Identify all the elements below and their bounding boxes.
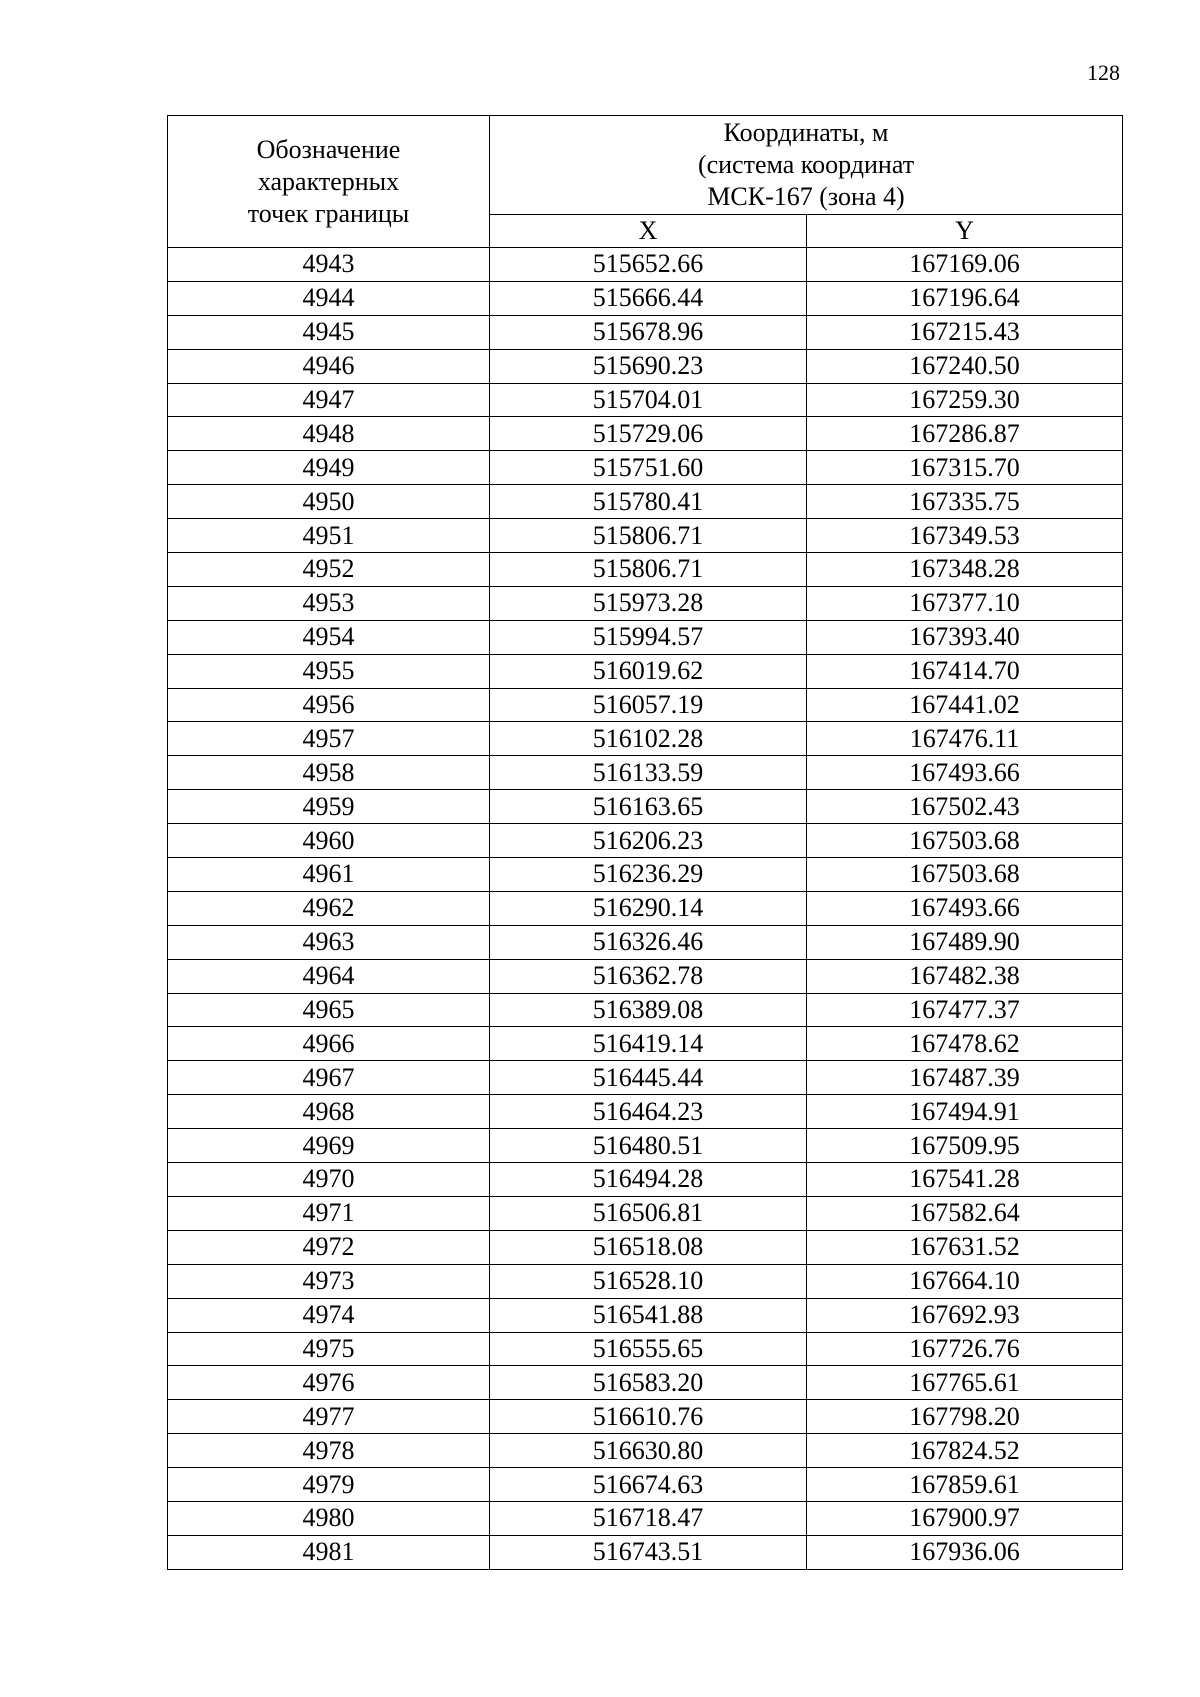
cell-y: 167335.75: [807, 485, 1123, 519]
cell-point-id: 4971: [168, 1196, 490, 1230]
table-row: [168, 281, 1123, 315]
table-row: [168, 1230, 1123, 1264]
cell-x: 516362.78: [490, 959, 807, 993]
cell-point-id: 4959: [168, 790, 490, 824]
cell-point-id: 4957: [168, 722, 490, 756]
cell-x: 516674.63: [490, 1468, 807, 1502]
table-row: [168, 485, 1123, 519]
table-row: [168, 1061, 1123, 1095]
table-row: [168, 722, 1123, 756]
cell-y: 167377.10: [807, 586, 1123, 620]
cell-y: 167494.91: [807, 1095, 1123, 1129]
cell-x: 516555.65: [490, 1332, 807, 1366]
cell-x: 516583.20: [490, 1366, 807, 1400]
table-row: [168, 1400, 1123, 1434]
cell-x: 515678.96: [490, 315, 807, 349]
table-row: [168, 1196, 1123, 1230]
table-row: [168, 790, 1123, 824]
cell-point-id: 4966: [168, 1027, 490, 1061]
cell-y: 167215.43: [807, 315, 1123, 349]
header-point-line: точек границы: [247, 198, 410, 228]
cell-x: 516630.80: [490, 1434, 807, 1468]
header-x: X: [490, 215, 807, 248]
table-row: [168, 553, 1123, 587]
cell-x: 516057.19: [490, 688, 807, 722]
cell-y: 167726.76: [807, 1332, 1123, 1366]
cell-point-id: 4975: [168, 1332, 490, 1366]
cell-y: 167489.90: [807, 925, 1123, 959]
table-row: [168, 1264, 1123, 1298]
cell-x: 516528.10: [490, 1264, 807, 1298]
header-coordinates: [490, 116, 1123, 215]
cell-x: 515780.41: [490, 485, 807, 519]
cell-point-id: 4968: [168, 1095, 490, 1129]
cell-point-id: 4947: [168, 383, 490, 417]
cell-point-id: 4970: [168, 1163, 490, 1197]
cell-point-id: 4977: [168, 1400, 490, 1434]
cell-y: 167502.43: [807, 790, 1123, 824]
cell-y: 167286.87: [807, 417, 1123, 451]
cell-y: 167503.68: [807, 824, 1123, 858]
cell-y: 167487.39: [807, 1061, 1123, 1095]
cell-point-id: 4964: [168, 959, 490, 993]
cell-y: 167859.61: [807, 1468, 1123, 1502]
cell-point-id: 4963: [168, 925, 490, 959]
cell-point-id: 4955: [168, 654, 490, 688]
cell-x: 516743.51: [490, 1535, 807, 1569]
cell-x: 515666.44: [490, 281, 807, 315]
cell-y: 167503.68: [807, 858, 1123, 892]
cell-x: 515806.71: [490, 519, 807, 553]
cell-y: 167936.06: [807, 1535, 1123, 1569]
cell-point-id: 4956: [168, 688, 490, 722]
cell-point-id: 4951: [168, 519, 490, 553]
cell-y: 167441.02: [807, 688, 1123, 722]
table-row: [168, 1366, 1123, 1400]
table-header: [168, 116, 1123, 248]
cell-x: 515973.28: [490, 586, 807, 620]
table-row: [168, 417, 1123, 451]
cell-y: 167169.06: [807, 248, 1123, 282]
header-point-line: Обозначение: [256, 134, 401, 164]
cell-y: 167541.28: [807, 1163, 1123, 1197]
cell-point-id: 4980: [168, 1501, 490, 1535]
boundary-points-table: [167, 115, 1123, 1570]
cell-point-id: 4960: [168, 824, 490, 858]
header-point-designation: [168, 116, 490, 248]
cell-y: 167824.52: [807, 1434, 1123, 1468]
cell-x: 516541.88: [490, 1298, 807, 1332]
table-row: [168, 654, 1123, 688]
table-row: [168, 519, 1123, 553]
cell-x: 516290.14: [490, 891, 807, 925]
cell-y: 167240.50: [807, 349, 1123, 383]
header-point-line: характерных: [257, 166, 400, 196]
cell-point-id: 4953: [168, 586, 490, 620]
cell-point-id: 4949: [168, 451, 490, 485]
cell-x: 516518.08: [490, 1230, 807, 1264]
cell-y: 167692.93: [807, 1298, 1123, 1332]
table-row: [168, 1501, 1123, 1535]
cell-x: 516389.08: [490, 993, 807, 1027]
cell-x: 516163.65: [490, 790, 807, 824]
cell-point-id: 4952: [168, 553, 490, 587]
table-row: [168, 688, 1123, 722]
cell-point-id: 4961: [168, 858, 490, 892]
table-row: [168, 959, 1123, 993]
cell-y: 167493.66: [807, 756, 1123, 790]
cell-point-id: 4946: [168, 349, 490, 383]
cell-y: 167478.62: [807, 1027, 1123, 1061]
cell-x: 516206.23: [490, 824, 807, 858]
cell-x: 516464.23: [490, 1095, 807, 1129]
cell-point-id: 4944: [168, 281, 490, 315]
cell-point-id: 4979: [168, 1468, 490, 1502]
cell-x: 515806.71: [490, 553, 807, 587]
cell-y: 167196.64: [807, 281, 1123, 315]
cell-point-id: 4981: [168, 1535, 490, 1569]
cell-x: 516102.28: [490, 722, 807, 756]
cell-point-id: 4962: [168, 891, 490, 925]
cell-y: 167900.97: [807, 1501, 1123, 1535]
table-row: [168, 1163, 1123, 1197]
cell-x: 516610.76: [490, 1400, 807, 1434]
cell-x: 515704.01: [490, 383, 807, 417]
cell-y: 167348.28: [807, 553, 1123, 587]
cell-point-id: 4943: [168, 248, 490, 282]
header-y: Y: [807, 215, 1123, 248]
cell-point-id: 4967: [168, 1061, 490, 1095]
table-row: [168, 1468, 1123, 1502]
cell-x: 516718.47: [490, 1501, 807, 1535]
table-row: [168, 824, 1123, 858]
cell-point-id: 4948: [168, 417, 490, 451]
table-row: [168, 248, 1123, 282]
table-row: [168, 620, 1123, 654]
cell-y: 167349.53: [807, 519, 1123, 553]
table-row: [168, 1434, 1123, 1468]
cell-x: 515652.66: [490, 248, 807, 282]
table-row: [168, 1129, 1123, 1163]
table-row: [168, 383, 1123, 417]
cell-x: 515994.57: [490, 620, 807, 654]
table-row: [168, 993, 1123, 1027]
cell-point-id: 4950: [168, 485, 490, 519]
cell-point-id: 4969: [168, 1129, 490, 1163]
cell-point-id: 4973: [168, 1264, 490, 1298]
cell-x: 515729.06: [490, 417, 807, 451]
table-row: [168, 315, 1123, 349]
table-row: [168, 756, 1123, 790]
table-row: [168, 891, 1123, 925]
table-row: [168, 1298, 1123, 1332]
cell-point-id: 4965: [168, 993, 490, 1027]
cell-y: 167315.70: [807, 451, 1123, 485]
cell-y: 167259.30: [807, 383, 1123, 417]
cell-x: 516494.28: [490, 1163, 807, 1197]
table-row: [168, 1095, 1123, 1129]
page-number: 128: [1087, 60, 1120, 85]
cell-x: 516445.44: [490, 1061, 807, 1095]
header-coords-line: МСК-167 (зона 4): [707, 182, 905, 211]
cell-x: 516236.29: [490, 858, 807, 892]
cell-y: 167509.95: [807, 1129, 1123, 1163]
cell-point-id: 4974: [168, 1298, 490, 1332]
table-body: [168, 248, 1123, 1570]
table-row: [168, 451, 1123, 485]
cell-y: 167476.11: [807, 722, 1123, 756]
cell-y: 167482.38: [807, 959, 1123, 993]
cell-point-id: 4972: [168, 1230, 490, 1264]
table-row: [168, 858, 1123, 892]
cell-y: 167798.20: [807, 1400, 1123, 1434]
header-coords-line: (система координат: [697, 150, 915, 179]
table-row: [168, 1535, 1123, 1569]
cell-y: 167477.37: [807, 993, 1123, 1027]
table-row: [168, 1027, 1123, 1061]
cell-y: 167664.10: [807, 1264, 1123, 1298]
table-row: [168, 925, 1123, 959]
cell-y: 167765.61: [807, 1366, 1123, 1400]
cell-y: 167393.40: [807, 620, 1123, 654]
cell-y: 167582.64: [807, 1196, 1123, 1230]
cell-point-id: 4958: [168, 756, 490, 790]
cell-x: 515751.60: [490, 451, 807, 485]
cell-y: 167414.70: [807, 654, 1123, 688]
header-coords-line: Координаты, м: [723, 118, 889, 147]
cell-point-id: 4978: [168, 1434, 490, 1468]
cell-x: 516019.62: [490, 654, 807, 688]
cell-x: 516419.14: [490, 1027, 807, 1061]
cell-point-id: 4945: [168, 315, 490, 349]
table-row: [168, 1332, 1123, 1366]
cell-x: 515690.23: [490, 349, 807, 383]
cell-x: 516326.46: [490, 925, 807, 959]
table-row: [168, 349, 1123, 383]
cell-x: 516480.51: [490, 1129, 807, 1163]
cell-y: 167631.52: [807, 1230, 1123, 1264]
cell-x: 516506.81: [490, 1196, 807, 1230]
cell-point-id: 4976: [168, 1366, 490, 1400]
cell-y: 167493.66: [807, 891, 1123, 925]
cell-point-id: 4954: [168, 620, 490, 654]
table-row: [168, 586, 1123, 620]
cell-x: 516133.59: [490, 756, 807, 790]
